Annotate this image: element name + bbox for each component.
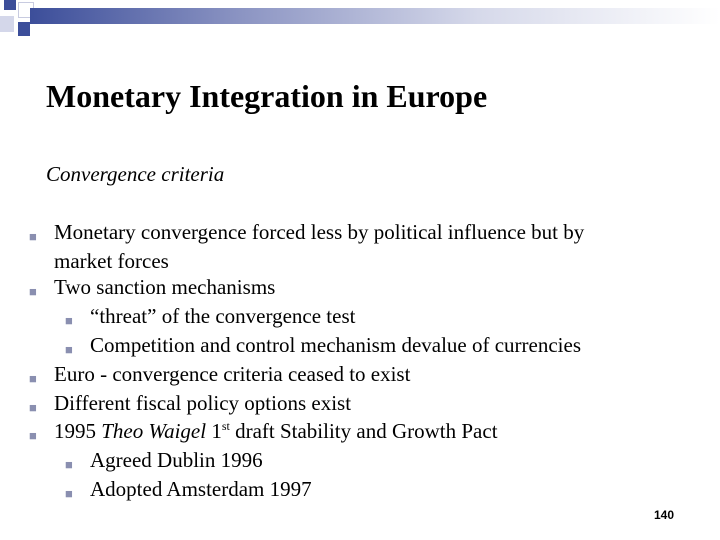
square-bullet-icon: ■ bbox=[29, 400, 37, 415]
corner-square-4 bbox=[18, 22, 30, 36]
bullet-text: “threat” of the convergence test bbox=[90, 304, 356, 328]
bullet-text: draft Stability and Growth Pact bbox=[235, 419, 498, 443]
header-gradient-bar bbox=[30, 8, 720, 24]
square-bullet-icon: ■ bbox=[29, 229, 37, 244]
square-bullet-icon: ■ bbox=[65, 313, 73, 328]
list-item bbox=[29, 417, 498, 446]
bullet-ordinal: 1 bbox=[211, 419, 222, 443]
bullet-person-name: Theo Waigel bbox=[101, 419, 207, 443]
bullet-text: Different fiscal policy options exist bbox=[54, 391, 352, 415]
list-item bbox=[65, 446, 263, 475]
slide-subtitle: Convergence criteria bbox=[46, 162, 225, 186]
square-bullet-icon: ■ bbox=[29, 371, 37, 386]
square-bullet-icon: ■ bbox=[65, 457, 73, 472]
square-bullet-icon: ■ bbox=[65, 342, 73, 357]
list-item bbox=[65, 331, 582, 360]
square-bullet-icon: ■ bbox=[29, 428, 37, 443]
square-bullet-icon: ■ bbox=[65, 486, 73, 501]
bullet-text: Monetary convergence forced less by political influence but by bbox=[54, 220, 585, 244]
list-item bbox=[29, 389, 352, 418]
list-item bbox=[29, 218, 585, 276]
list-item bbox=[29, 360, 411, 389]
bullet-text-continued: market forces bbox=[54, 249, 169, 273]
bullet-text: Adopted Amsterdam 1997 bbox=[90, 477, 312, 501]
bullet-text: Two sanction mechanisms bbox=[54, 275, 276, 299]
bullet-text: Competition and control mechanism devalue of currencies bbox=[90, 333, 582, 357]
slide-title: Monetary Integration in Europe bbox=[46, 78, 488, 114]
bullet-text: Agreed Dublin 1996 bbox=[90, 448, 263, 472]
list-item bbox=[29, 273, 276, 302]
list-item bbox=[65, 475, 312, 504]
bullet-year: 1995 bbox=[54, 419, 96, 443]
bullet-text: Euro - convergence criteria ceased to exist bbox=[54, 362, 411, 386]
corner-square-3 bbox=[0, 16, 14, 32]
square-bullet-icon: ■ bbox=[29, 284, 37, 299]
bullet-ordinal-suffix: st bbox=[221, 419, 230, 433]
list-item bbox=[65, 302, 356, 331]
page-number: 140 bbox=[654, 508, 675, 522]
corner-square-1 bbox=[4, 0, 16, 10]
